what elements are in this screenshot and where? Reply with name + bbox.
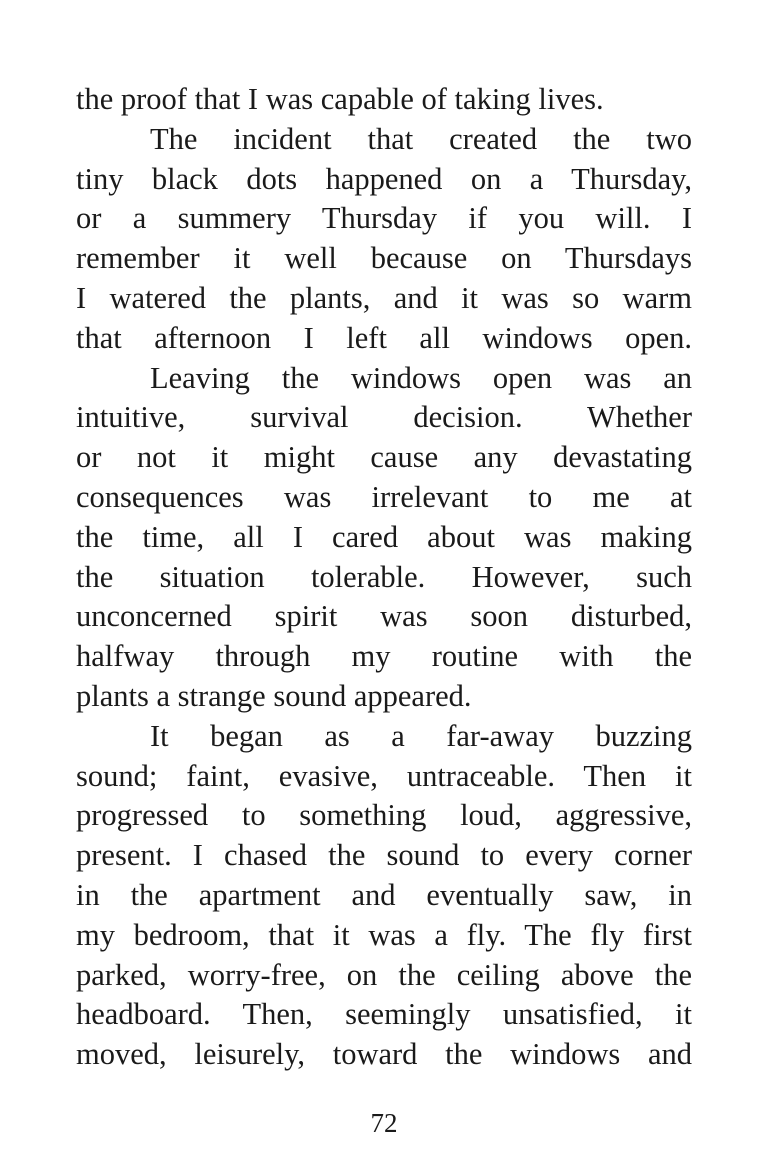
- text-line: tiny black dots happened on a Thursday,: [76, 161, 692, 196]
- text-line: headboard. Then, seemingly unsatisfied, it: [76, 997, 692, 1032]
- text-line: or not it might cause any devastating: [76, 440, 692, 475]
- text-line: or a summery Thursday if you will. I: [76, 201, 692, 236]
- text-line: consequences was irrelevant to me at: [76, 479, 692, 514]
- text-line: remember it well because on Thursdays: [76, 241, 692, 276]
- text-line: the time, all I cared about was making: [76, 519, 692, 554]
- text-line: the proof that I was capable of taking lives.: [76, 82, 604, 116]
- page-number: 72: [370, 1108, 398, 1138]
- text-line: parked, worry-free, on the ceiling above the: [76, 957, 692, 992]
- text-line: unconcerned spirit was soon disturbed,: [76, 599, 692, 634]
- text-line: that afternoon I left all windows open.: [76, 320, 692, 355]
- text-line: I watered the plants, and it was so warm: [76, 280, 692, 315]
- text-line: the situation tolerable. However, such: [76, 559, 692, 594]
- text-line: moved, leisurely, toward the windows and: [76, 1037, 692, 1072]
- text-line: in the apartment and eventually saw, in: [76, 877, 692, 912]
- body-text: [76, 80, 692, 1075]
- text-line: sound; faint, evasive, untraceable. Then it: [76, 758, 692, 793]
- text-line: The incident that created the two: [150, 121, 692, 156]
- text-line: halfway through my routine with the: [76, 639, 692, 674]
- text-line: It began as a far-away buzzing: [150, 718, 692, 753]
- text-line: present. I chased the sound to every corner: [76, 838, 692, 873]
- text-line: my bedroom, that it was a fly. The fly first: [76, 917, 692, 952]
- text-line: Leaving the windows open was an: [150, 360, 692, 395]
- text-line: intuitive, survival decision. Whether: [76, 400, 692, 435]
- text-line: plants a strange sound appeared.: [76, 678, 472, 713]
- text-line: progressed to something loud, aggressive,: [76, 798, 692, 833]
